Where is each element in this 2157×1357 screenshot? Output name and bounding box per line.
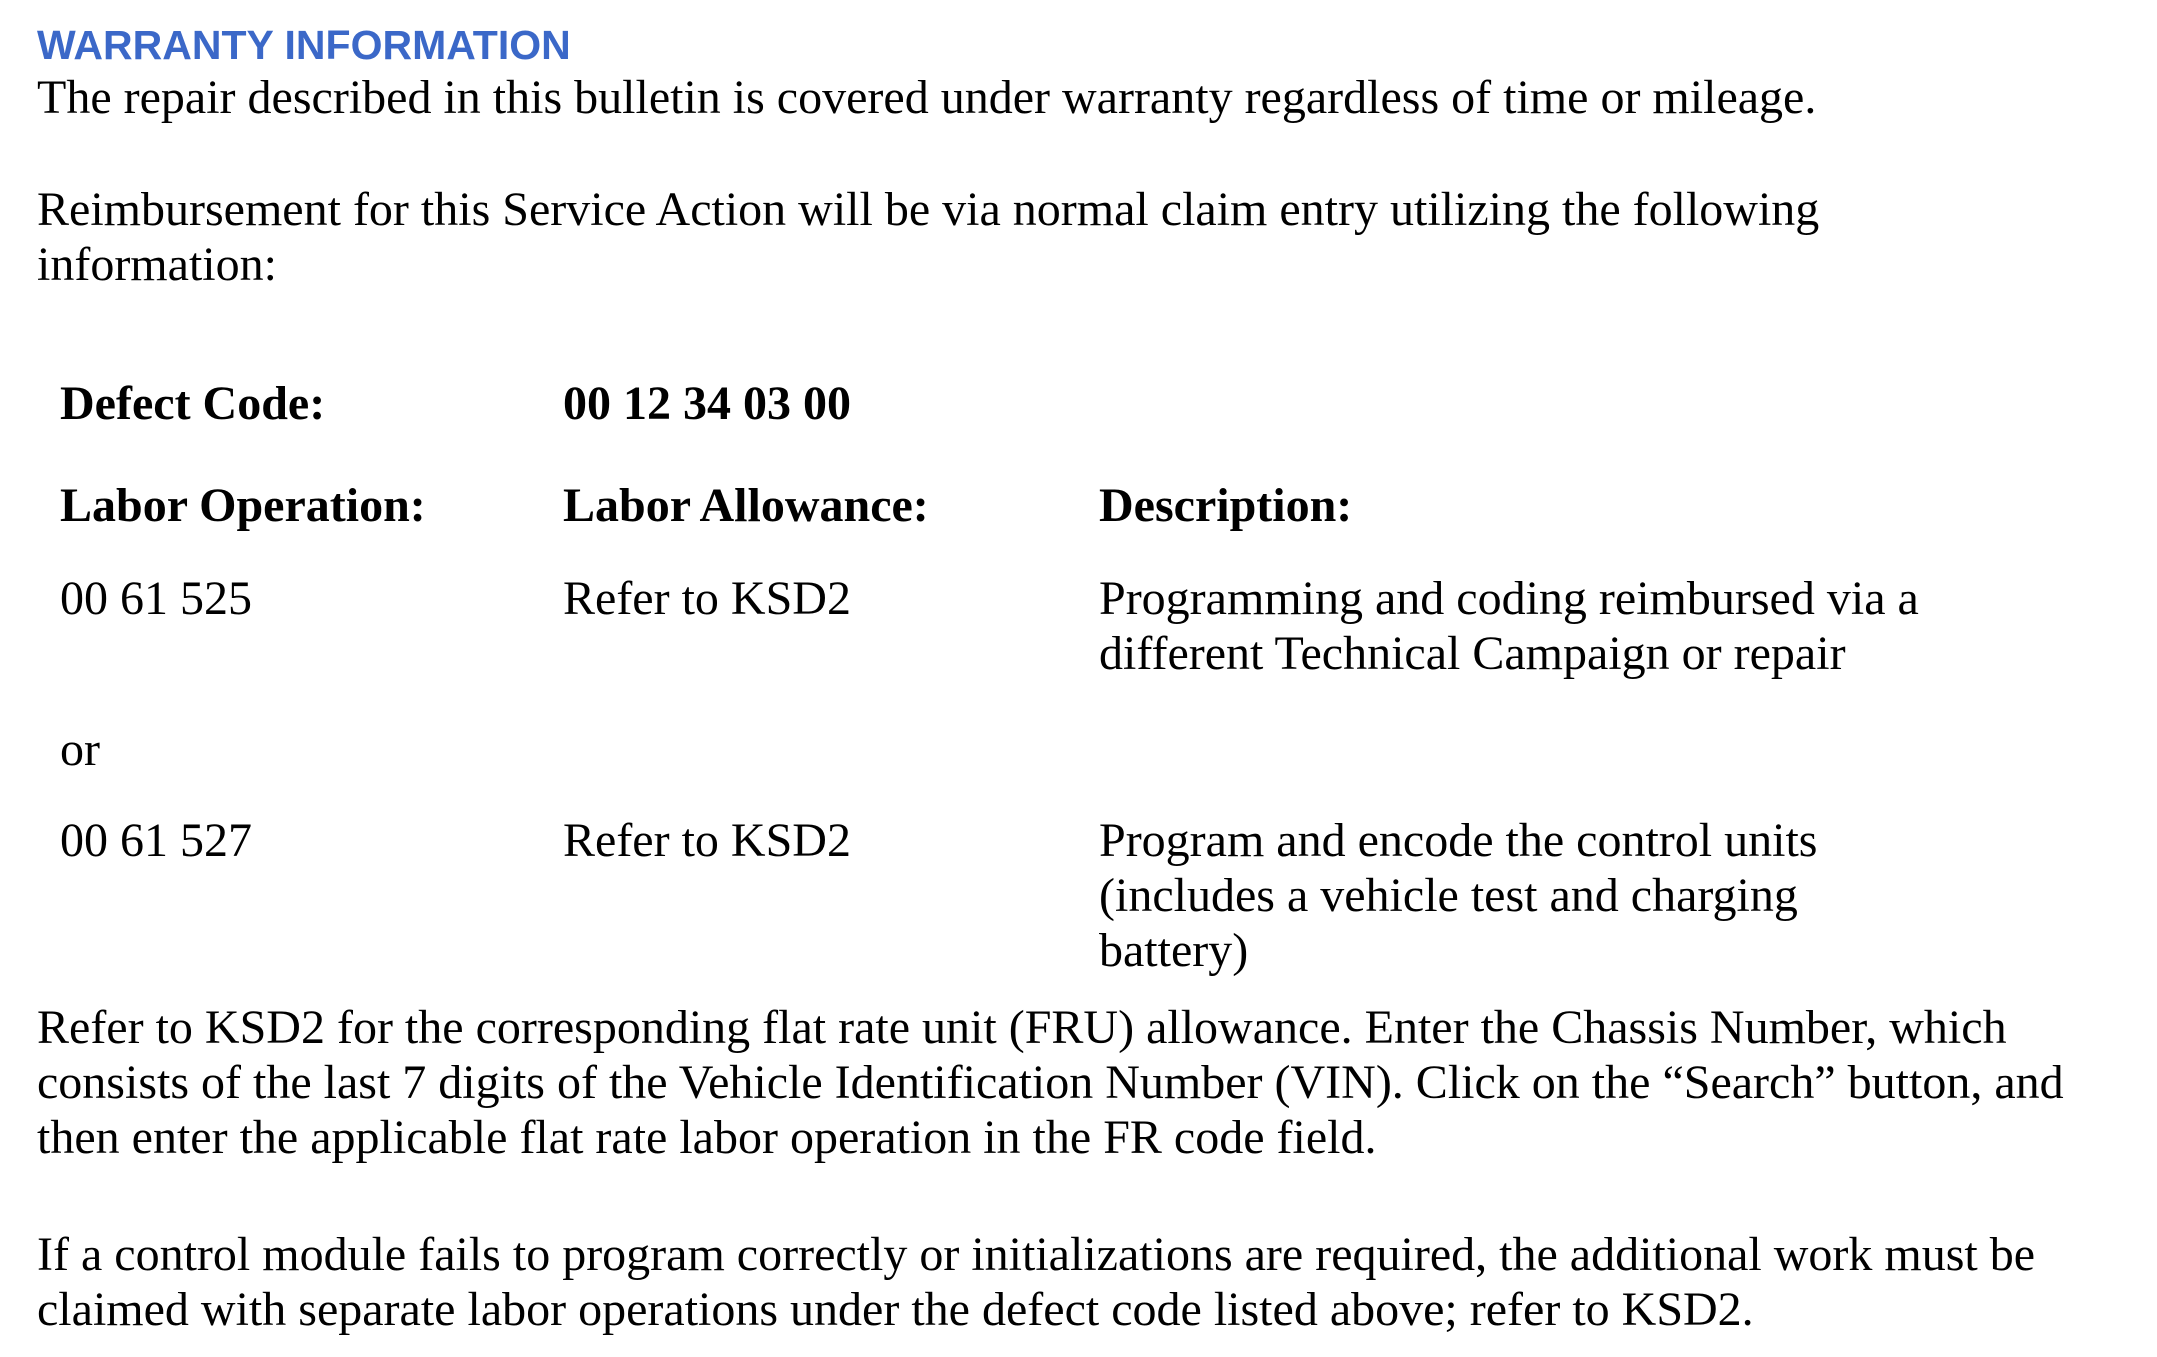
header-labor-allowance: Labor Allowance:	[563, 479, 929, 532]
failure-paragraph: If a control module fails to program correctly or initializations are required, the additional work must be claimed with separate labor operations under the defect code listed above; refer to KSD2.	[37, 1228, 2036, 1336]
intro-paragraph: The repair described in this bulletin is covered under warranty regardless of time or mileage.	[37, 71, 1817, 124]
row-1-description: Programming and coding reimbursed via a different Technical Campaign or repair	[1099, 572, 1919, 680]
header-description: Description:	[1099, 479, 1353, 532]
or-separator: or	[60, 723, 100, 776]
defect-code-value: 00 12 34 03 00	[563, 377, 851, 430]
reimbursement-paragraph: Reimbursement for this Service Action will be via normal claim entry utilizing the following information:	[37, 183, 1820, 291]
row-2-labor-operation: 00 61 527	[60, 814, 252, 867]
row-1-labor-operation: 00 61 525	[60, 572, 252, 625]
row-2-description: Program and encode the control units (includes a vehicle test and charging battery)	[1099, 814, 1818, 977]
ksd2-paragraph: Refer to KSD2 for the corresponding flat rate unit (FRU) allowance. Enter the Chassis Number, which consists of the last 7 digits of the Vehicle Identification Number (VIN). Click on the “Search” button, and then enter the applicable flat rate labor operation in the FR code field.	[37, 1001, 2064, 1164]
row-2-labor-allowance: Refer to KSD2	[563, 814, 851, 867]
section-heading: WARRANTY INFORMATION	[37, 22, 571, 68]
defect-code-label: Defect Code:	[60, 377, 326, 430]
header-labor-operation: Labor Operation:	[60, 479, 426, 532]
row-1-labor-allowance: Refer to KSD2	[563, 572, 851, 625]
